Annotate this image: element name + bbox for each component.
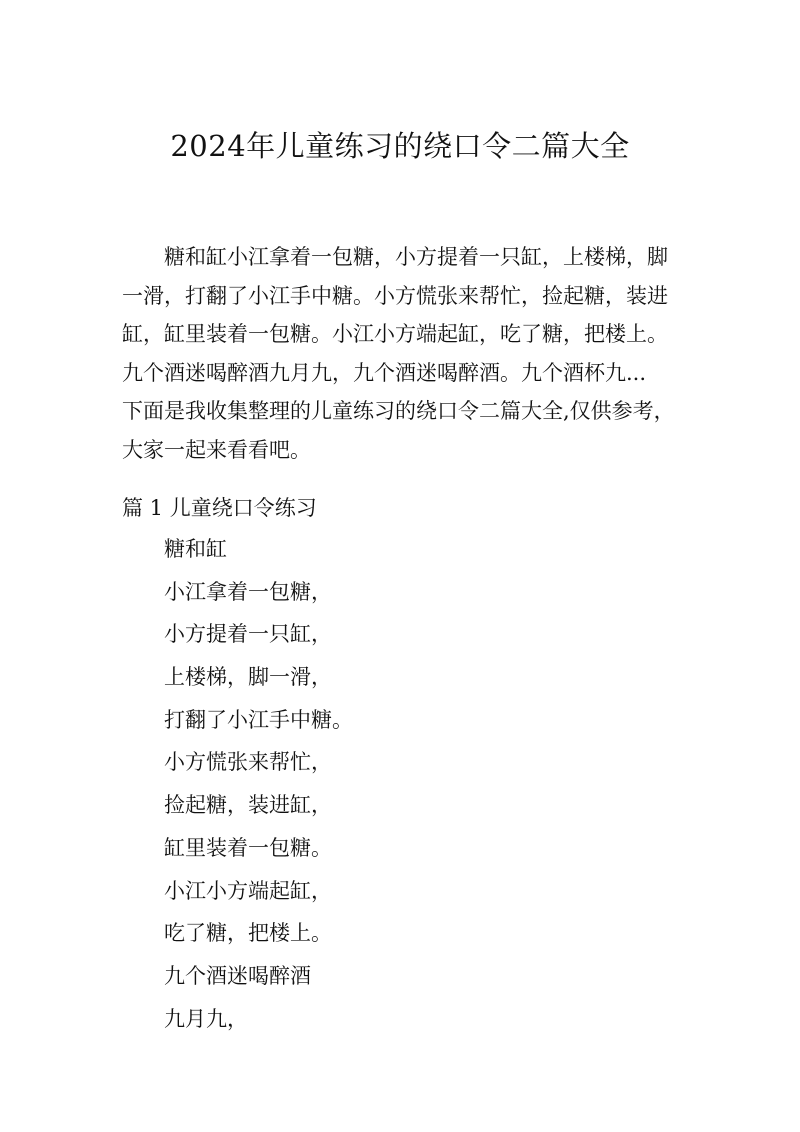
intro-line: 九个酒迷喝醉酒九月九，九个酒迷喝醉酒。九个酒杯九... (122, 360, 647, 385)
poem-line: 上楼梯，脚一滑， (164, 665, 332, 690)
poem-line: 糖和缸 (164, 537, 227, 561)
poem-line: 打翻了小江手中糖。 (164, 707, 353, 732)
intro-line: 糖和缸小江拿着一包糖，小方提着一只缸，上楼梯，脚 (164, 245, 668, 269)
poem-line: 小江小方端起缸， (164, 878, 332, 903)
section-heading: 篇 1 儿童绕口令练习 (122, 496, 317, 520)
poem-line: 小方慌张来帮忙， (164, 750, 332, 775)
poem-line: 九个酒迷喝醉酒 (164, 963, 311, 988)
poem-line: 小方提着一只缸， (164, 622, 332, 647)
intro-line: 缸，缸里装着一包糖。小江小方端起缸，吃了糖，把楼上。 (122, 322, 668, 347)
intro-paragraph (122, 238, 682, 470)
poem-list (164, 530, 664, 1042)
poem-line: 吃了糖，把楼上。 (164, 921, 332, 946)
poem-line: 小江拿着一包糖， (164, 579, 332, 604)
intro-line: 下面是我收集整理的儿童练习的绕口令二篇大全,仅供参考， (122, 399, 675, 424)
intro-line: 一滑，打翻了小江手中糖。小方慌张来帮忙，捡起糖，装进 (122, 283, 668, 308)
document-title: 2024年儿童练习的绕口令二篇大全 (170, 129, 630, 163)
poem-line: 九月九， (164, 1006, 248, 1031)
intro-line: 大家一起来看看吧。 (122, 437, 311, 462)
poem-line: 捡起糖，装进缸， (164, 793, 332, 818)
poem-line: 缸里装着一包糖。 (164, 835, 332, 860)
